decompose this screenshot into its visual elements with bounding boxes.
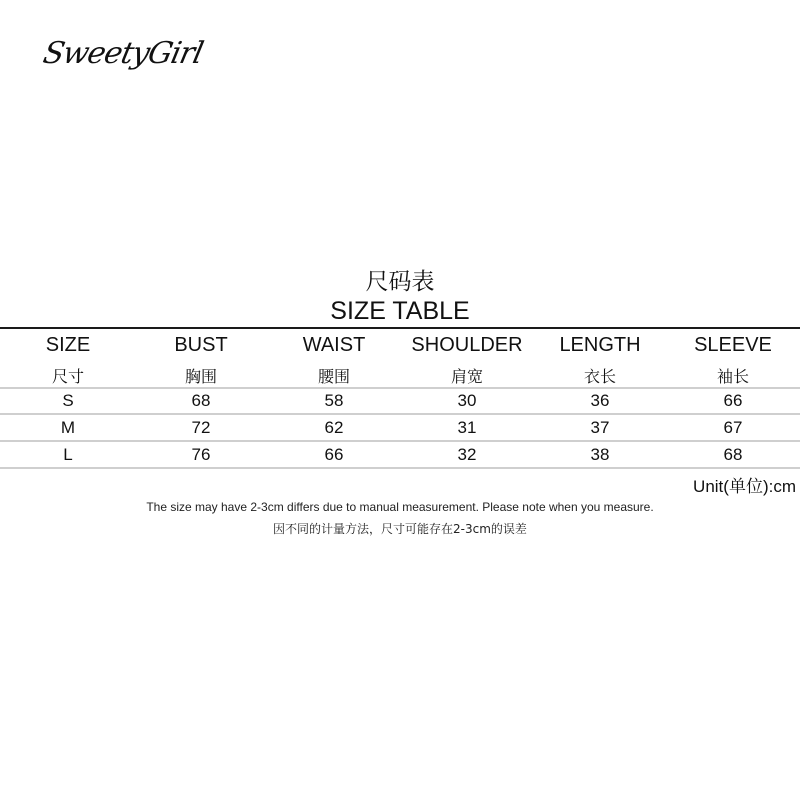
- cell-size: M: [60, 418, 76, 437]
- header-length-cn: 衣长: [583, 367, 616, 386]
- cell-waist: 58: [324, 391, 344, 410]
- header-waist-en: WAIST: [302, 334, 366, 356]
- cell-bust: 68: [191, 391, 211, 410]
- page-title-english: SIZE TABLE: [330, 297, 470, 325]
- header-size-en: SIZE: [45, 334, 91, 356]
- cell-length: 36: [590, 391, 610, 410]
- cell-size: L: [63, 445, 73, 464]
- cell-shoulder: 32: [457, 445, 477, 464]
- cell-sleeve: 68: [723, 445, 743, 464]
- row-divider: [0, 440, 800, 442]
- header-bust-cn: 胸围: [184, 367, 217, 386]
- header-size-cn: 尺寸: [51, 367, 84, 386]
- cell-bust: 72: [191, 418, 211, 437]
- cell-sleeve: 66: [723, 391, 743, 410]
- header-waist-cn: 腰围: [317, 367, 350, 386]
- header-length-en: LENGTH: [559, 334, 641, 356]
- header-sleeve-en: SLEEVE: [694, 334, 772, 356]
- cell-length: 37: [590, 418, 610, 437]
- cell-size: S: [62, 391, 74, 410]
- header-bust-en: BUST: [174, 334, 228, 356]
- brand-logo: SweetyGirl: [40, 36, 206, 71]
- page-title-chinese: 尺码表: [365, 269, 435, 295]
- header-sleeve-cn: 袖长: [716, 367, 749, 386]
- cell-bust: 76: [191, 445, 211, 464]
- cell-sleeve: 67: [723, 418, 743, 437]
- row-divider: [0, 387, 800, 389]
- row-divider: [0, 467, 800, 469]
- unit-label: Unit(单位):cm: [693, 477, 796, 496]
- table-top-divider: [0, 327, 800, 329]
- cell-waist: 66: [324, 445, 344, 464]
- cell-length: 38: [590, 445, 610, 464]
- header-shoulder-en: SHOULDER: [411, 334, 523, 356]
- row-divider: [0, 413, 800, 415]
- cell-waist: 62: [324, 418, 344, 437]
- cell-shoulder: 30: [457, 391, 477, 410]
- measurement-note-english: The size may have 2-3cm differs due to manual measurement. Please note when you measure.: [146, 500, 654, 514]
- cell-shoulder: 31: [457, 418, 477, 437]
- measurement-note-chinese: 因不同的计量方法，尺寸可能存在2-3cm的误差: [273, 522, 527, 536]
- header-shoulder-cn: 肩宽: [450, 367, 483, 386]
